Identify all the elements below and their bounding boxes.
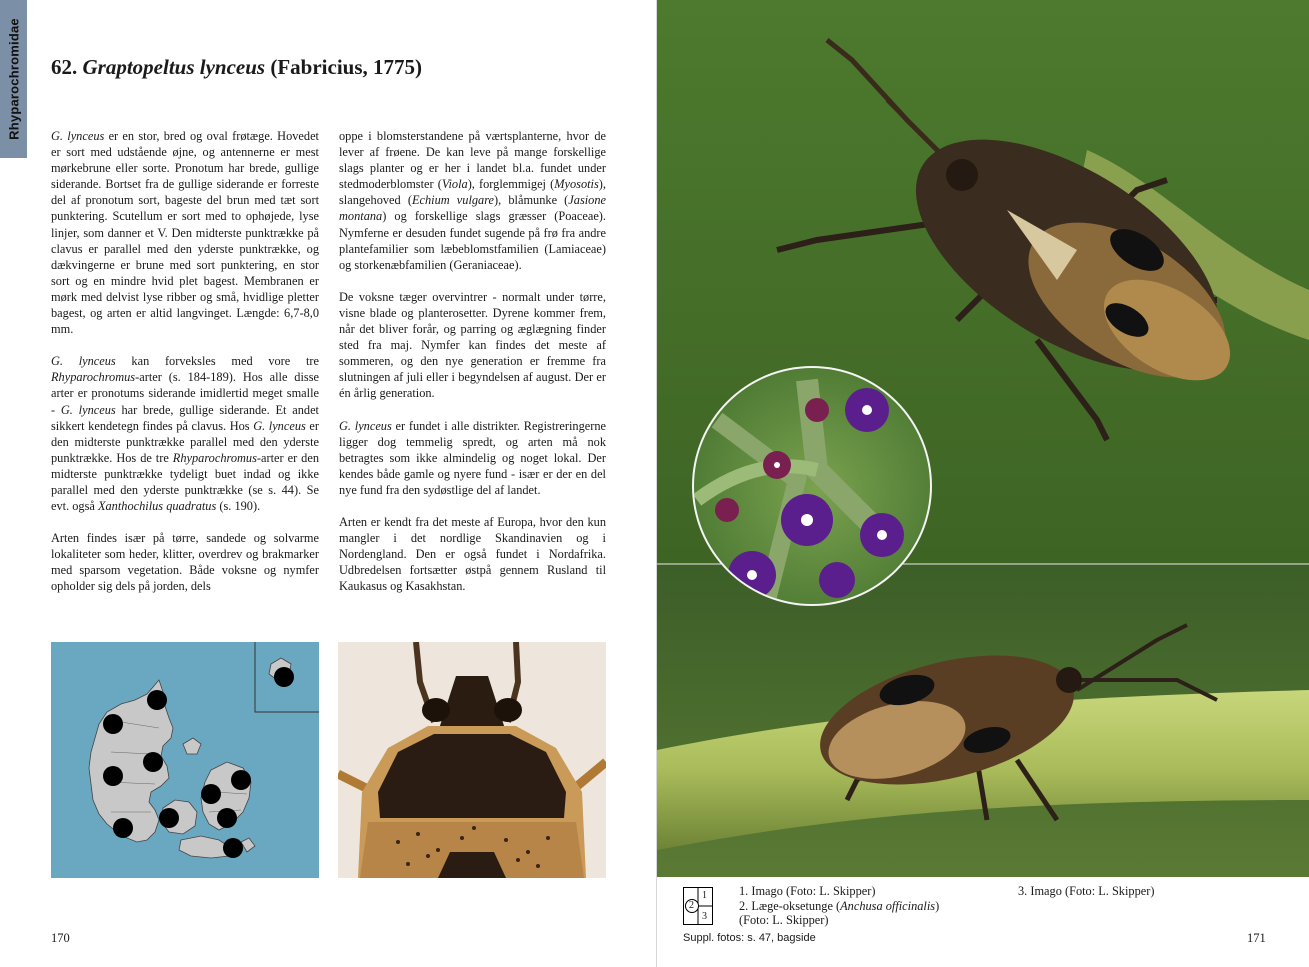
right-page	[657, 0, 1309, 967]
page-number-right: 171	[1247, 931, 1266, 945]
key-3: 3	[702, 911, 707, 922]
page-number-left: 170	[51, 931, 70, 945]
paragraph-habitat: Arten findes især på tørre, sandede og solvarme lokaliteter som heder, klitter, overdrev og brakmarker med sparsom vegetation. Både voksne og nymfer opholder sig dels på jorden, dels	[51, 531, 319, 594]
paragraph-distribution-dk: G. lynceus er fundet i alle distrikter. Registreringerne ligger dog temmelig spredt, og arten må nok betragtes som ikke almindelig og noget lokal. Der kendes både gamle og nyere fund - især er der en del nye fund fra den sydøstlige del af landet.	[339, 418, 606, 497]
species-author: (Fabricius, 1775)	[270, 55, 422, 79]
distribution-map	[51, 642, 319, 878]
paragraph-hostplants: oppe i blomsterstandene på værtsplanterne, hvor de lever af frøene. De kan leve på mange forskellige slags planter og er her i landet bl.a. fundet under stedmoderblomster (Viola), forglemmigej (Myosotis), slangehoved (Echium vulgare), blåmunke (Jasione montana) og forskellige slags græsser (Poaceae). Nymferne er desuden fundet sugende på frø fra andre plantefamilier som læbeblomstfamilien (Lamiaceae) og storkenæbfamilien (Geraniaceae).	[339, 129, 607, 272]
caption-key-diagram	[683, 887, 713, 925]
caption-line-1: 1. Imago (Foto: L. Skipper)	[739, 884, 876, 898]
paragraph-description: G. lynceus er en stor, bred og oval frøtæge. Hovedet er sort med udstående øjne, og antennerne er mest mørkebrune eller sorte. Pronotum har brede, gullige siderande. Bortset fra de gullige siderande er forreste del af pronotum sort, bageste del brun med tæt sort punktering. Scutellum er sort med to ophøjede, lyse linjer, som danner et V. Den midterste punktrække på clavus er parallel med den yderste punktrække, og dækvingerne er brune med sort punktering, en stor sort og en mindre hvid plet bagest. Membranen er mørk med delvist lyse ribber og små, hvidlige pletter bagest, og arten er altid langvinget. Længde: 6,7-8,0 mm.	[51, 129, 319, 337]
caption-line-2: 2. Læge-oksetunge (Anchusa officinalis)	[739, 898, 940, 913]
species-name: Graptopeltus lynceus	[82, 55, 266, 79]
text-column-1	[51, 128, 319, 611]
caption-right: 3. Imago (Foto: L. Skipper)	[1018, 884, 1155, 898]
paragraph-lifecycle: De voksne tæger overvintrer - normalt under tørre, visne blade og planterosetter. Dyrene kommer frem, når det bliver forår, og parring og æglægning finder sted fra maj. Nymfer kan findes det meste af sommeren, og den nye generation er fremme fra slutningen af juli eller i begyndelsen af august. Der er én årlig generation.	[339, 289, 606, 401]
section-tab-label: Rhyparochromidae	[6, 18, 21, 140]
supplementary-photos-note: Suppl. fotos: s. 47, bagside	[683, 932, 816, 944]
species-number: 62.	[51, 55, 78, 79]
section-tab	[0, 0, 27, 158]
paragraph-similar-species: G. lynceus kan forveksles med vore tre Rhyparochromus-arter (s. 184-189). Hos alle disse arter er pronotums siderande imidlertid meget smalle - G. lynceus har brede, gullige siderande. Et andet sikkert kendetegn findes på clavus. Hos G. lynceus er den midterste punktrække parallel med den yderste punktrække. Hos de tre Rhyparochromus-arter er den midterste punktrække tydeligt buet indad og ikke parallel med den yderste punktrække (se s. 44). Se evt. også Xanthochilus quadratus (s. 190).	[51, 354, 319, 514]
denmark-map-icon	[51, 642, 319, 878]
key-1: 1	[702, 890, 707, 901]
bug-closeup-icon	[338, 642, 606, 878]
layout-key-icon	[683, 887, 713, 925]
photo-plate-illustration	[657, 0, 1309, 877]
photo-plate	[657, 0, 1309, 877]
caption-line-3: (Foto: L. Skipper)	[739, 913, 829, 927]
paragraph-distribution-world: Arten er kendt fra det meste af Europa, hvor den kun mangler i det nordlige Skandinavien og i Nordengland. Den er også fundet i Nordafrika. Udbredelsen fortsætter østpå gennem Rusland til Kaukasus og Kasakhstan.	[339, 514, 606, 594]
key-2: 2	[689, 900, 694, 911]
caption-left	[739, 884, 989, 928]
pronotum-closeup-photo	[338, 642, 606, 878]
text-column-2	[339, 128, 606, 610]
species-title	[51, 55, 422, 80]
